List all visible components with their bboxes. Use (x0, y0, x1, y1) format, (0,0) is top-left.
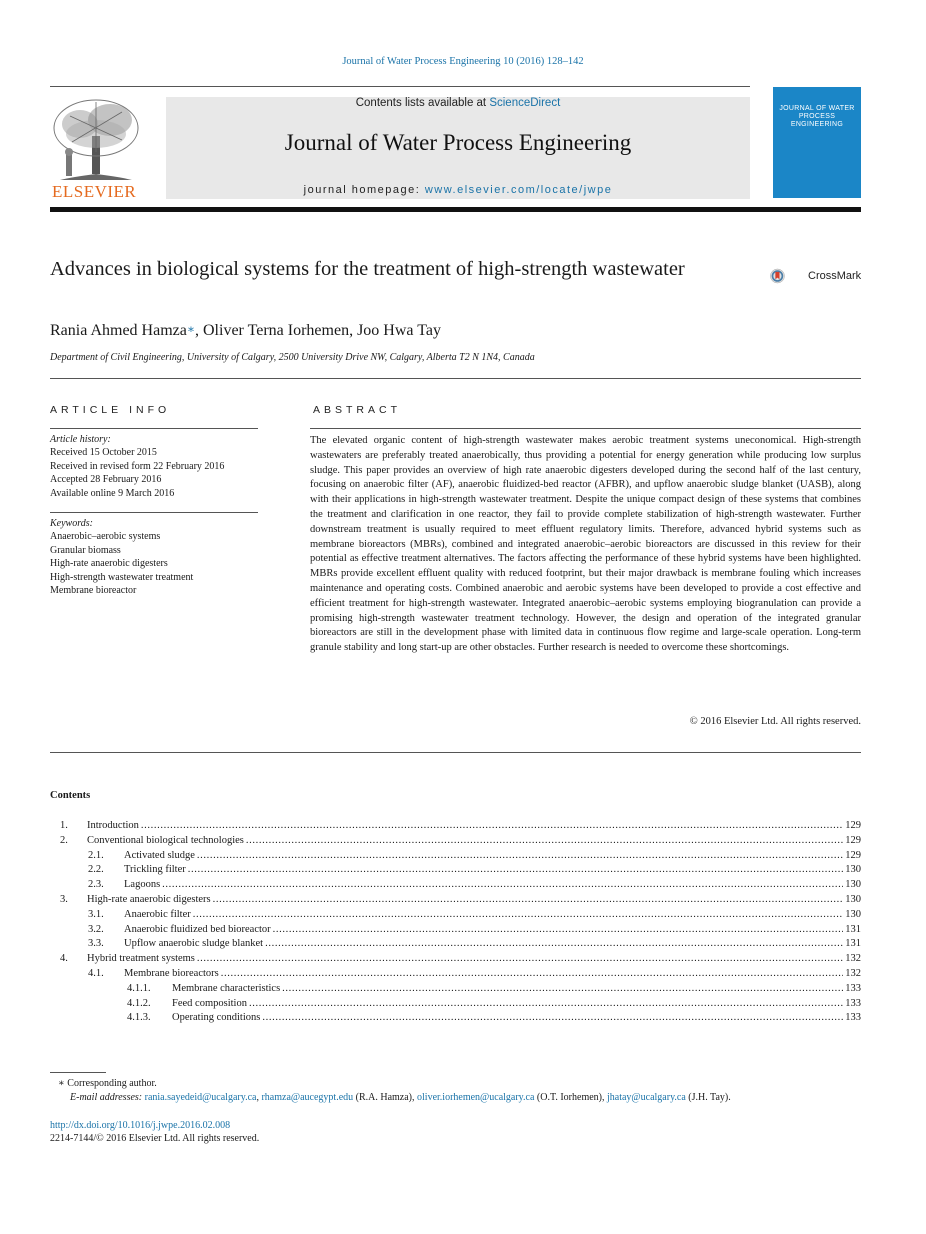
email-owner: (J.H. Tay). (685, 1092, 731, 1103)
abstract-text: The elevated organic content of high-strength wastewater makes aerobic treatment systems uneconomical. High-strength wastewaters are preferably treated anaerobically, thus providing a potential for energy generation while producing low surplus sludge. This paper provides an overview of high rate anaerobic digesters developed during the second half of the last century, focusing on anaerobic filter (AF), anaerobic fluidized-bed reactor (AFBR), and upflow anaerobic sludge blanket (UASB), along with their applications in high-strength wastewater treatment. Despite the unique compact design of these systems that combines the treatment and clarification in one reactor, they fail to provide complete stabilization of high-strength wastewater. Further downstream treatment is usually required to meet effluent regulatory limits. Therefore, advanced hybrid systems such as membrane bioreactors (MBRs), combined and integrated anaerobic–aerobic bioreactors are discussed in this review for their potential as effective treatment alternatives. The factors affecting the performance of these hybrid systems have been highlighted. MBRs provide excellent effluent quality with reduced footprint, but their major drawback is membrane fouling which increases maintenance and operating costs. Combined anaerobic and aerobic systems have been developed to provide a cost effective and efficient treatment for high-strength wastewater. Integrated anaerobic–aerobic systems employing biogranulation can provide a promising high-strength wastewater treatment technology. However, the design and operation of the integrated granular bioreactors are still in the development phase with limited data in continuous flow regime and large-scale operation. Long-term granule stability and long start-up are other obstacles. Further research is needed to overcome these shortcomings. (310, 435, 861, 654)
toc-page: 130 (845, 908, 861, 920)
keyword-item: Granular biomass (50, 544, 121, 556)
abstract-rule (310, 428, 861, 429)
affiliation: Department of Civil Engineering, University of Calgary, 2500 University Drive NW, Calgary, Alberta T2 N 1N4, Canada (50, 352, 535, 363)
toc-page: 130 (845, 879, 861, 891)
toc-title: Anaerobic fluidized bed bioreactor (124, 923, 273, 938)
email-addresses (70, 1092, 731, 1103)
toc-page: 129 (845, 820, 861, 831)
keyword-item: Anaerobic–aerobic systems (50, 531, 161, 543)
keyword-item: Membrane bioreactor (50, 585, 137, 597)
article-history (50, 433, 260, 500)
email-separator: , (256, 1092, 262, 1103)
toc-page: 130 (845, 893, 861, 905)
email-link[interactable]: rhamza@aucegypt.edu (261, 1092, 354, 1103)
toc-page: 133 (845, 1012, 861, 1024)
keywords-rule (50, 512, 258, 513)
toc-title: Anaerobic filter (124, 908, 193, 923)
section-rule (50, 752, 861, 753)
author-list (50, 322, 441, 340)
toc-entry[interactable] (50, 923, 861, 938)
article-title: Advances in biological systems for the treatment of high-strength wastewater (50, 258, 685, 280)
toc-title: Membrane bioreactors (124, 967, 221, 982)
table-of-contents (50, 819, 861, 1026)
journal-reference[interactable]: Journal of Water Process Engineering 10 (2016) 128–142 (342, 56, 584, 67)
journal-cover-thumbnail[interactable] (773, 87, 861, 198)
toc-number: 2.2. (88, 864, 104, 876)
toc-title: Lagoons (124, 878, 162, 893)
toc-number: 3.3. (88, 938, 104, 950)
toc-number: 1. (60, 820, 68, 831)
header-thick-rule (50, 207, 861, 212)
history-item: Accepted 28 February 2016 (50, 474, 162, 486)
section-rule (50, 378, 861, 379)
history-label: Article history: (50, 434, 111, 445)
contents-heading: Contents (50, 790, 91, 801)
toc-number: 4.1.2. (127, 997, 151, 1009)
toc-entry[interactable] (50, 982, 861, 997)
toc-number: 3.1. (88, 908, 104, 920)
article-info-heading: ARTICLE INFO (50, 404, 171, 416)
header-rule (50, 86, 750, 87)
toc-number: 3. (60, 893, 68, 905)
toc-entry[interactable] (50, 863, 861, 878)
toc-page: 131 (845, 938, 861, 950)
toc-entry[interactable] (50, 908, 861, 923)
homepage-link[interactable]: www.elsevier.com/locate/jwpe (424, 184, 613, 196)
contents-available-line (166, 97, 750, 109)
toc-title: Membrane characteristics (172, 982, 282, 997)
toc-page: 133 (845, 997, 861, 1009)
issn-copyright: 2214-7144/© 2016 Elsevier Ltd. All rights reserved. (50, 1133, 260, 1144)
toc-title: Activated sludge (124, 849, 197, 864)
toc-page: 132 (845, 967, 861, 979)
history-item: Received in revised form 22 February 2016 (50, 460, 225, 472)
journal-title: Journal of Water Process Engineering (284, 130, 632, 155)
elsevier-wordmark[interactable]: ELSEVIER (52, 182, 137, 201)
keyword-item: High-strength wastewater treatment (50, 571, 194, 583)
crossmark-icon[interactable] (770, 258, 808, 294)
author-first: Rania Ahmed Hamza (50, 322, 187, 339)
footnote-rule (50, 1072, 106, 1073)
toc-title: Feed composition (172, 997, 249, 1012)
email-owner: (R.A. Hamza), (353, 1092, 418, 1103)
abstract-heading: ABSTRACT (313, 404, 402, 416)
author-others: , Oliver Terna Iorhemen, Joo Hwa Tay (195, 322, 441, 339)
toc-title: Introduction (87, 819, 141, 834)
toc-page: 132 (845, 953, 861, 965)
email-link[interactable]: rania.sayedeid@ucalgary.ca (144, 1092, 257, 1103)
toc-number: 4.1.1. (127, 982, 151, 994)
doi-link[interactable]: http://dx.doi.org/10.1016/j.jwpe.2016.02.008 (50, 1120, 231, 1131)
keywords-label: Keywords: (50, 518, 93, 529)
toc-number: 2.1. (88, 849, 104, 861)
toc-title: Conventional biological technologies (87, 834, 246, 849)
toc-page: 131 (845, 923, 861, 935)
toc-page: 129 (845, 834, 861, 846)
toc-title: Trickling filter (124, 863, 188, 878)
toc-entry[interactable] (50, 849, 861, 864)
toc-title: Upflow anaerobic sludge blanket (124, 937, 265, 952)
toc-number: 4.1. (88, 967, 104, 979)
article-info-rule (50, 428, 258, 429)
homepage-prefix: journal homepage: (303, 184, 425, 196)
history-item: Received 15 October 2015 (50, 447, 157, 459)
crossmark-label[interactable]: CrossMark (808, 270, 862, 282)
abstract-copyright: © 2016 Elsevier Ltd. All rights reserved. (689, 716, 861, 727)
toc-entry[interactable] (50, 937, 861, 952)
journal-homepage-line (166, 184, 750, 196)
email-link[interactable]: oliver.iorhemen@ucalgary.ca (417, 1092, 535, 1103)
toc-entry[interactable] (50, 997, 861, 1012)
toc-entry[interactable] (50, 893, 861, 908)
toc-entry[interactable] (50, 1011, 861, 1026)
email-link[interactable]: jhatay@ucalgary.ca (607, 1092, 686, 1103)
toc-title: Hybrid treatment systems (87, 952, 197, 967)
keyword-item: High-rate anaerobic digesters (50, 558, 168, 570)
toc-number: 4.1.3. (127, 1012, 151, 1024)
sciencedirect-link[interactable]: ScienceDirect (489, 97, 561, 109)
corresponding-star-link[interactable]: ∗ (186, 322, 195, 336)
toc-page: 130 (845, 864, 861, 876)
toc-entry[interactable] (50, 834, 861, 849)
keywords-block (50, 517, 260, 597)
cover-title: JOURNAL OF WATER PROCESS ENGINEERING (779, 105, 855, 128)
toc-number: 2.3. (88, 879, 104, 891)
toc-entry[interactable] (50, 819, 861, 834)
contents-prefix: Contents lists available at (355, 97, 490, 109)
toc-number: 4. (60, 953, 68, 965)
toc-entry[interactable] (50, 952, 861, 967)
toc-entry[interactable] (50, 967, 861, 982)
toc-number: 3.2. (88, 923, 104, 935)
email-owner: (O.T. Iorhemen), (534, 1092, 607, 1103)
history-item: Available online 9 March 2016 (50, 487, 175, 499)
toc-number: 2. (60, 834, 68, 846)
toc-page: 133 (845, 982, 861, 994)
toc-page: 129 (845, 849, 861, 861)
corresponding-author-note: ∗ Corresponding author. (58, 1078, 157, 1089)
email-label: E-mail addresses: (70, 1092, 145, 1103)
toc-title: Operating conditions (172, 1011, 262, 1026)
toc-title: High-rate anaerobic digesters (87, 893, 213, 908)
toc-entry[interactable] (50, 878, 861, 893)
